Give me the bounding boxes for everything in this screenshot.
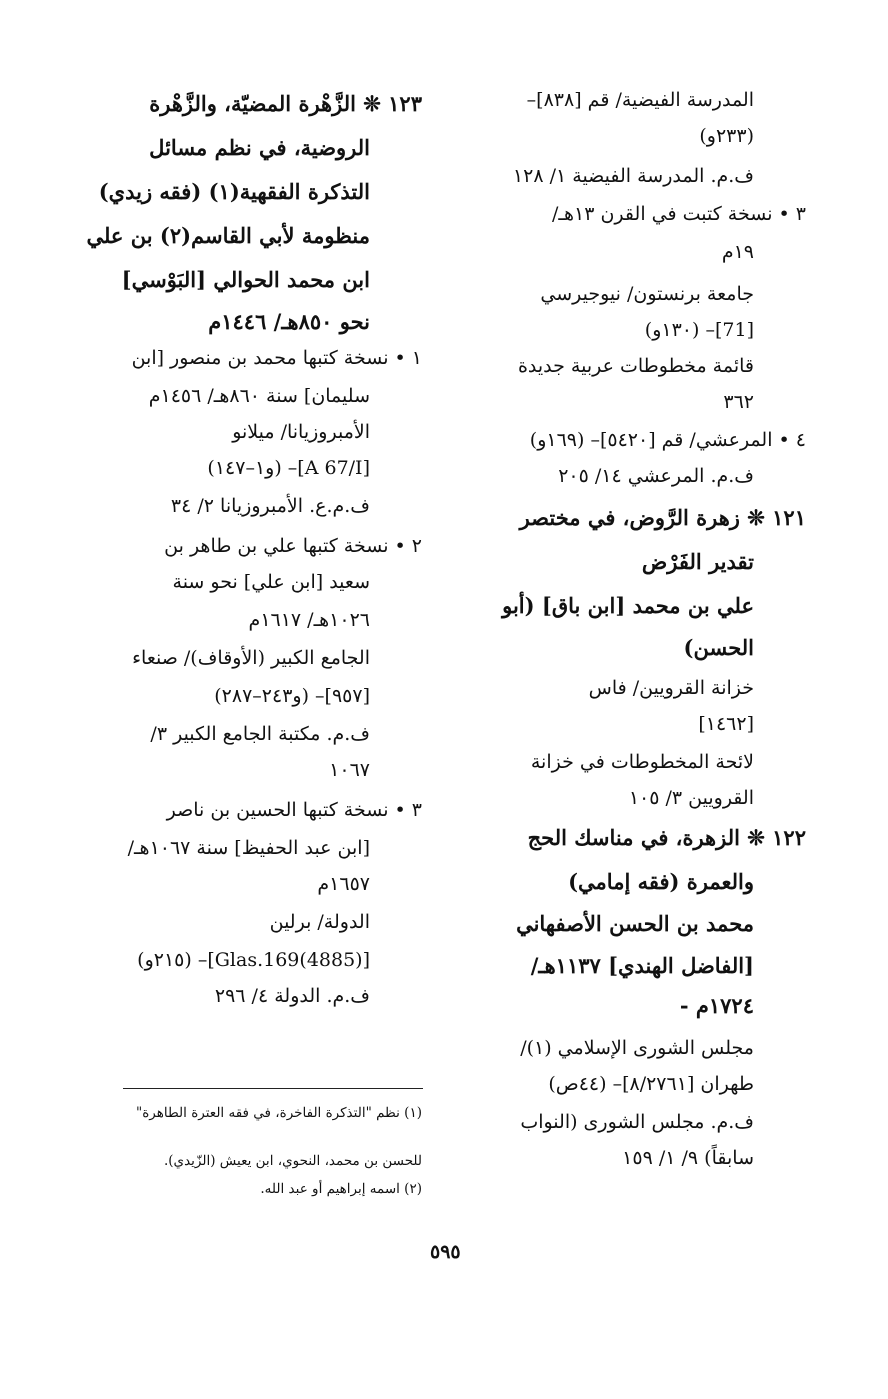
text-line: مجلس الشورى الإسلامي (١)/ <box>520 1037 754 1059</box>
text-line: قائمة مخطوطات عربية جديدة <box>517 355 754 377</box>
text-line: الجامع الكبير (الأوقاف)/ صنعاء <box>132 647 370 669</box>
text-line: [ابن عبد الحفيظ] سنة ١٠٦٧هـ/ <box>127 837 370 859</box>
text-line: (٢٣٣و) <box>699 125 754 147</box>
entry-date: نحو ٨٥٠هـ/ ١٤٤٦م <box>208 309 370 334</box>
entry-heading: ١٢١ ❊ زهرة الرَّوض، في مختصر <box>519 505 806 530</box>
text-line: [٩٥٧]– (و٢٤٣–٢٨٧) <box>214 685 370 707</box>
entry-date: ١٧٢٤م - <box>679 993 754 1018</box>
entry-author: علي بن محمد [ابن باق] (أبو <box>502 593 754 618</box>
text-line: ف.م. مكتبة الجامع الكبير ٣/ <box>150 723 370 745</box>
text-line: ١ • نسخة كتبها محمد بن منصور [ابن <box>131 347 422 369</box>
entry-author: الحسن) <box>683 635 754 660</box>
text-line: [A 67/I]– (و١–١٤٧) <box>207 457 370 479</box>
text-line: ٣ • نسخة كتبها الحسين بن ناصر <box>166 799 422 821</box>
footnote-separator <box>123 1088 423 1089</box>
text-line: الأمبروزيانا/ ميلانو <box>232 421 370 443</box>
text-line: ف.م. المدرسة الفيضية ١/ ١٢٨ <box>512 165 754 187</box>
entry-heading: تقدير الفَرْض <box>641 549 754 574</box>
text-line: [(4885)Glas.169]– (٢١٥و) <box>137 949 370 971</box>
text-line: ٢ • نسخة كتبها علي بن طاهر بن <box>164 535 422 557</box>
entry-author: محمد بن الحسن الأصفهاني <box>516 911 754 936</box>
text-line: ف.م.ع. الأمبروزيانا ٢/ ٣٤ <box>170 495 370 517</box>
text-line: سعيد [ابن علي] نحو سنة <box>172 571 370 593</box>
text-line: ف.م. الدولة ٤/ ٢٩٦ <box>214 985 370 1007</box>
text-line: ٣ • نسخة كتبت في القرن ١٣هـ/ <box>552 203 806 225</box>
text-line: ١٩م <box>721 241 754 263</box>
text-line: سليمان] سنة ٨٦٠هـ/ ١٤٥٦م <box>148 385 370 407</box>
entry-heading: التذكرة الفقهية(١) (فقه زيدي) <box>98 179 370 204</box>
text-line: ١٠٢٦هـ/ ١٦١٧م <box>248 609 370 631</box>
text-line: القرويين ٣/ ١٠٥ <box>628 787 754 809</box>
footnote: للحسن بن محمد، النحوي، ابن يعيش (الزّيدي). <box>163 1153 422 1169</box>
text-line: ف.م. مجلس الشورى (النواب <box>520 1111 754 1133</box>
text-line: ف.م. المرعشي ١٤/ ٢٠٥ <box>558 465 754 487</box>
footnote: (١) نظم "التذكرة الفاخرة، في فقه العترة الطاهرة" <box>136 1105 422 1121</box>
text-line: ١٦٥٧م <box>317 873 370 895</box>
text-line: خزانة القرويين/ فاس <box>588 677 754 699</box>
text-line: ١٠٦٧ <box>329 759 370 781</box>
text-line: سابقاً) ٩/ ١/ ١٥٩ <box>622 1147 754 1169</box>
text-line: [١٤٦٢] <box>698 713 754 735</box>
text-line: المدرسة الفيضية/ قم [٨٣٨]– <box>526 89 754 111</box>
text-line: لائحة المخطوطات في خزانة <box>530 751 754 773</box>
entry-author: منظومة لأبي القاسم(٢) بن علي <box>86 223 370 248</box>
entry-author: [الفاضل الهندي] ١١٣٧هـ/ <box>530 953 754 978</box>
entry-author: ابن محمد الحوالي [البَوْسي] <box>121 267 370 292</box>
text-line: طهران [٨/٢٧٦١]– (٤٤ص) <box>548 1073 754 1095</box>
entry-heading: والعمرة (فقه إمامي) <box>568 869 754 894</box>
page-number: ٥٩٥ <box>430 1241 461 1263</box>
text-line: [71]– (١٣٠و) <box>644 319 754 341</box>
entry-heading: الروضية، في نظم مسائل <box>149 135 370 160</box>
text-line: ٤ • المرعشي/ قم [٥٤٢٠]– (١٦٩و) <box>529 429 806 451</box>
footnote: (٢) اسمه إبراهيم أو عبد الله. <box>260 1181 422 1197</box>
entry-heading: ١٢٢ ❊ الزهرة، في مناسك الحج <box>527 825 806 850</box>
text-line: الدولة/ برلين <box>269 911 370 933</box>
text-line: جامعة برنستون/ نيوجيرسي <box>540 283 754 305</box>
text-line: ٣٦٢ <box>723 391 754 413</box>
entry-heading: ١٢٣ ❊ الزَّهْرة المضيّة، والزَّهْرة <box>149 91 422 116</box>
